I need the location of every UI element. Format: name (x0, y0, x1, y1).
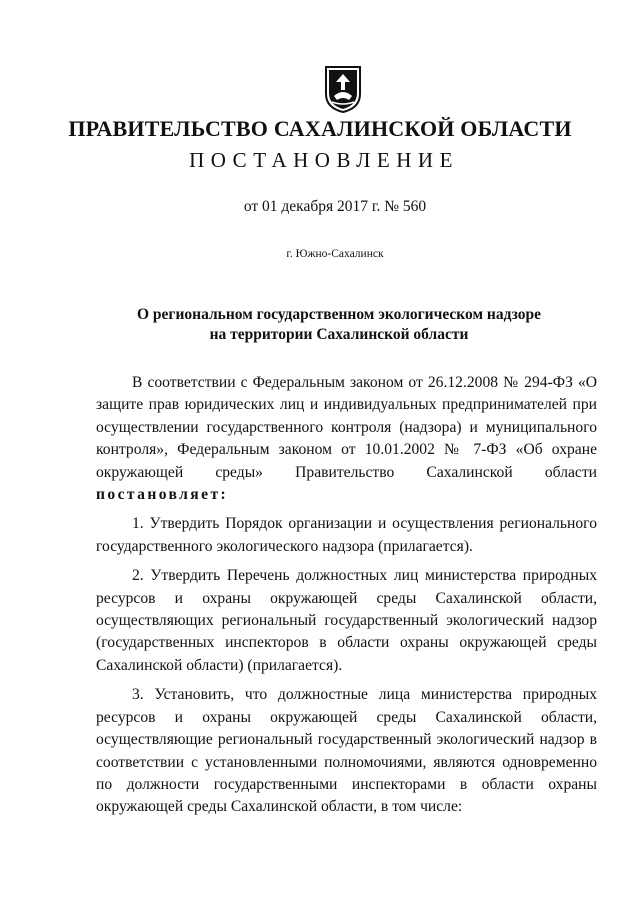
intro-paragraph (96, 372, 597, 506)
coat-of-arms-icon (322, 64, 364, 114)
resolves-word: постановляет: (96, 486, 229, 504)
document-title-line-1: О региональном государственном экологическом надзоре (136, 306, 542, 323)
document-date-number: от 01 декабря 2017 г. № 560 (243, 198, 427, 215)
document-title (0, 305, 640, 345)
document-body (96, 372, 597, 826)
item-2-paragraph: 2. Утвердить Перечень должностных лиц министерства природных ресурсов и охраны окружающей среды Сахалинской области, осуществляющих региональный государственный экологический надзор (государственных инспекторов в области охраны окружающей среды Сахалинской области) (прилагается). (96, 567, 597, 674)
organization-name: ПРАВИТЕЛЬСТВО САХАЛИНСКОЙ ОБЛАСТИ (68, 116, 572, 141)
document-type: ПОСТАНОВЛЕНИЕ (189, 148, 459, 172)
item-1-paragraph: 1. Утвердить Порядок организации и осуществления регионального государственного экологического надзора (прилагается). (96, 515, 597, 555)
item-3-paragraph: 3. Установить, что должностные лица министерства природных ресурсов и охраны окружающей среды Сахалинской области, осуществляющие региональный государственный экологический надзор в соответствии с установленными полномочиями, являются одновременно по должности государственными инспекторами в области охраны окружающей среды Сахалинской области, в том числе: (96, 686, 597, 816)
document-city: г. Южно-Сахалинск (286, 248, 384, 260)
intro-text: В соответствии с Федеральным законом от 26.12.2008 № 294-ФЗ «О защите прав юридических лиц и индивидуальных предпринимателей при осуществлении государственного контроля (надзора) и муниципального контроля», Федеральным законом от 10.01.2002 № 7-ФЗ «Об охране окружающей среды» Правительство Сахалинской области (96, 374, 597, 481)
document-title-line-2: на территории Сахалинской области (209, 326, 469, 343)
